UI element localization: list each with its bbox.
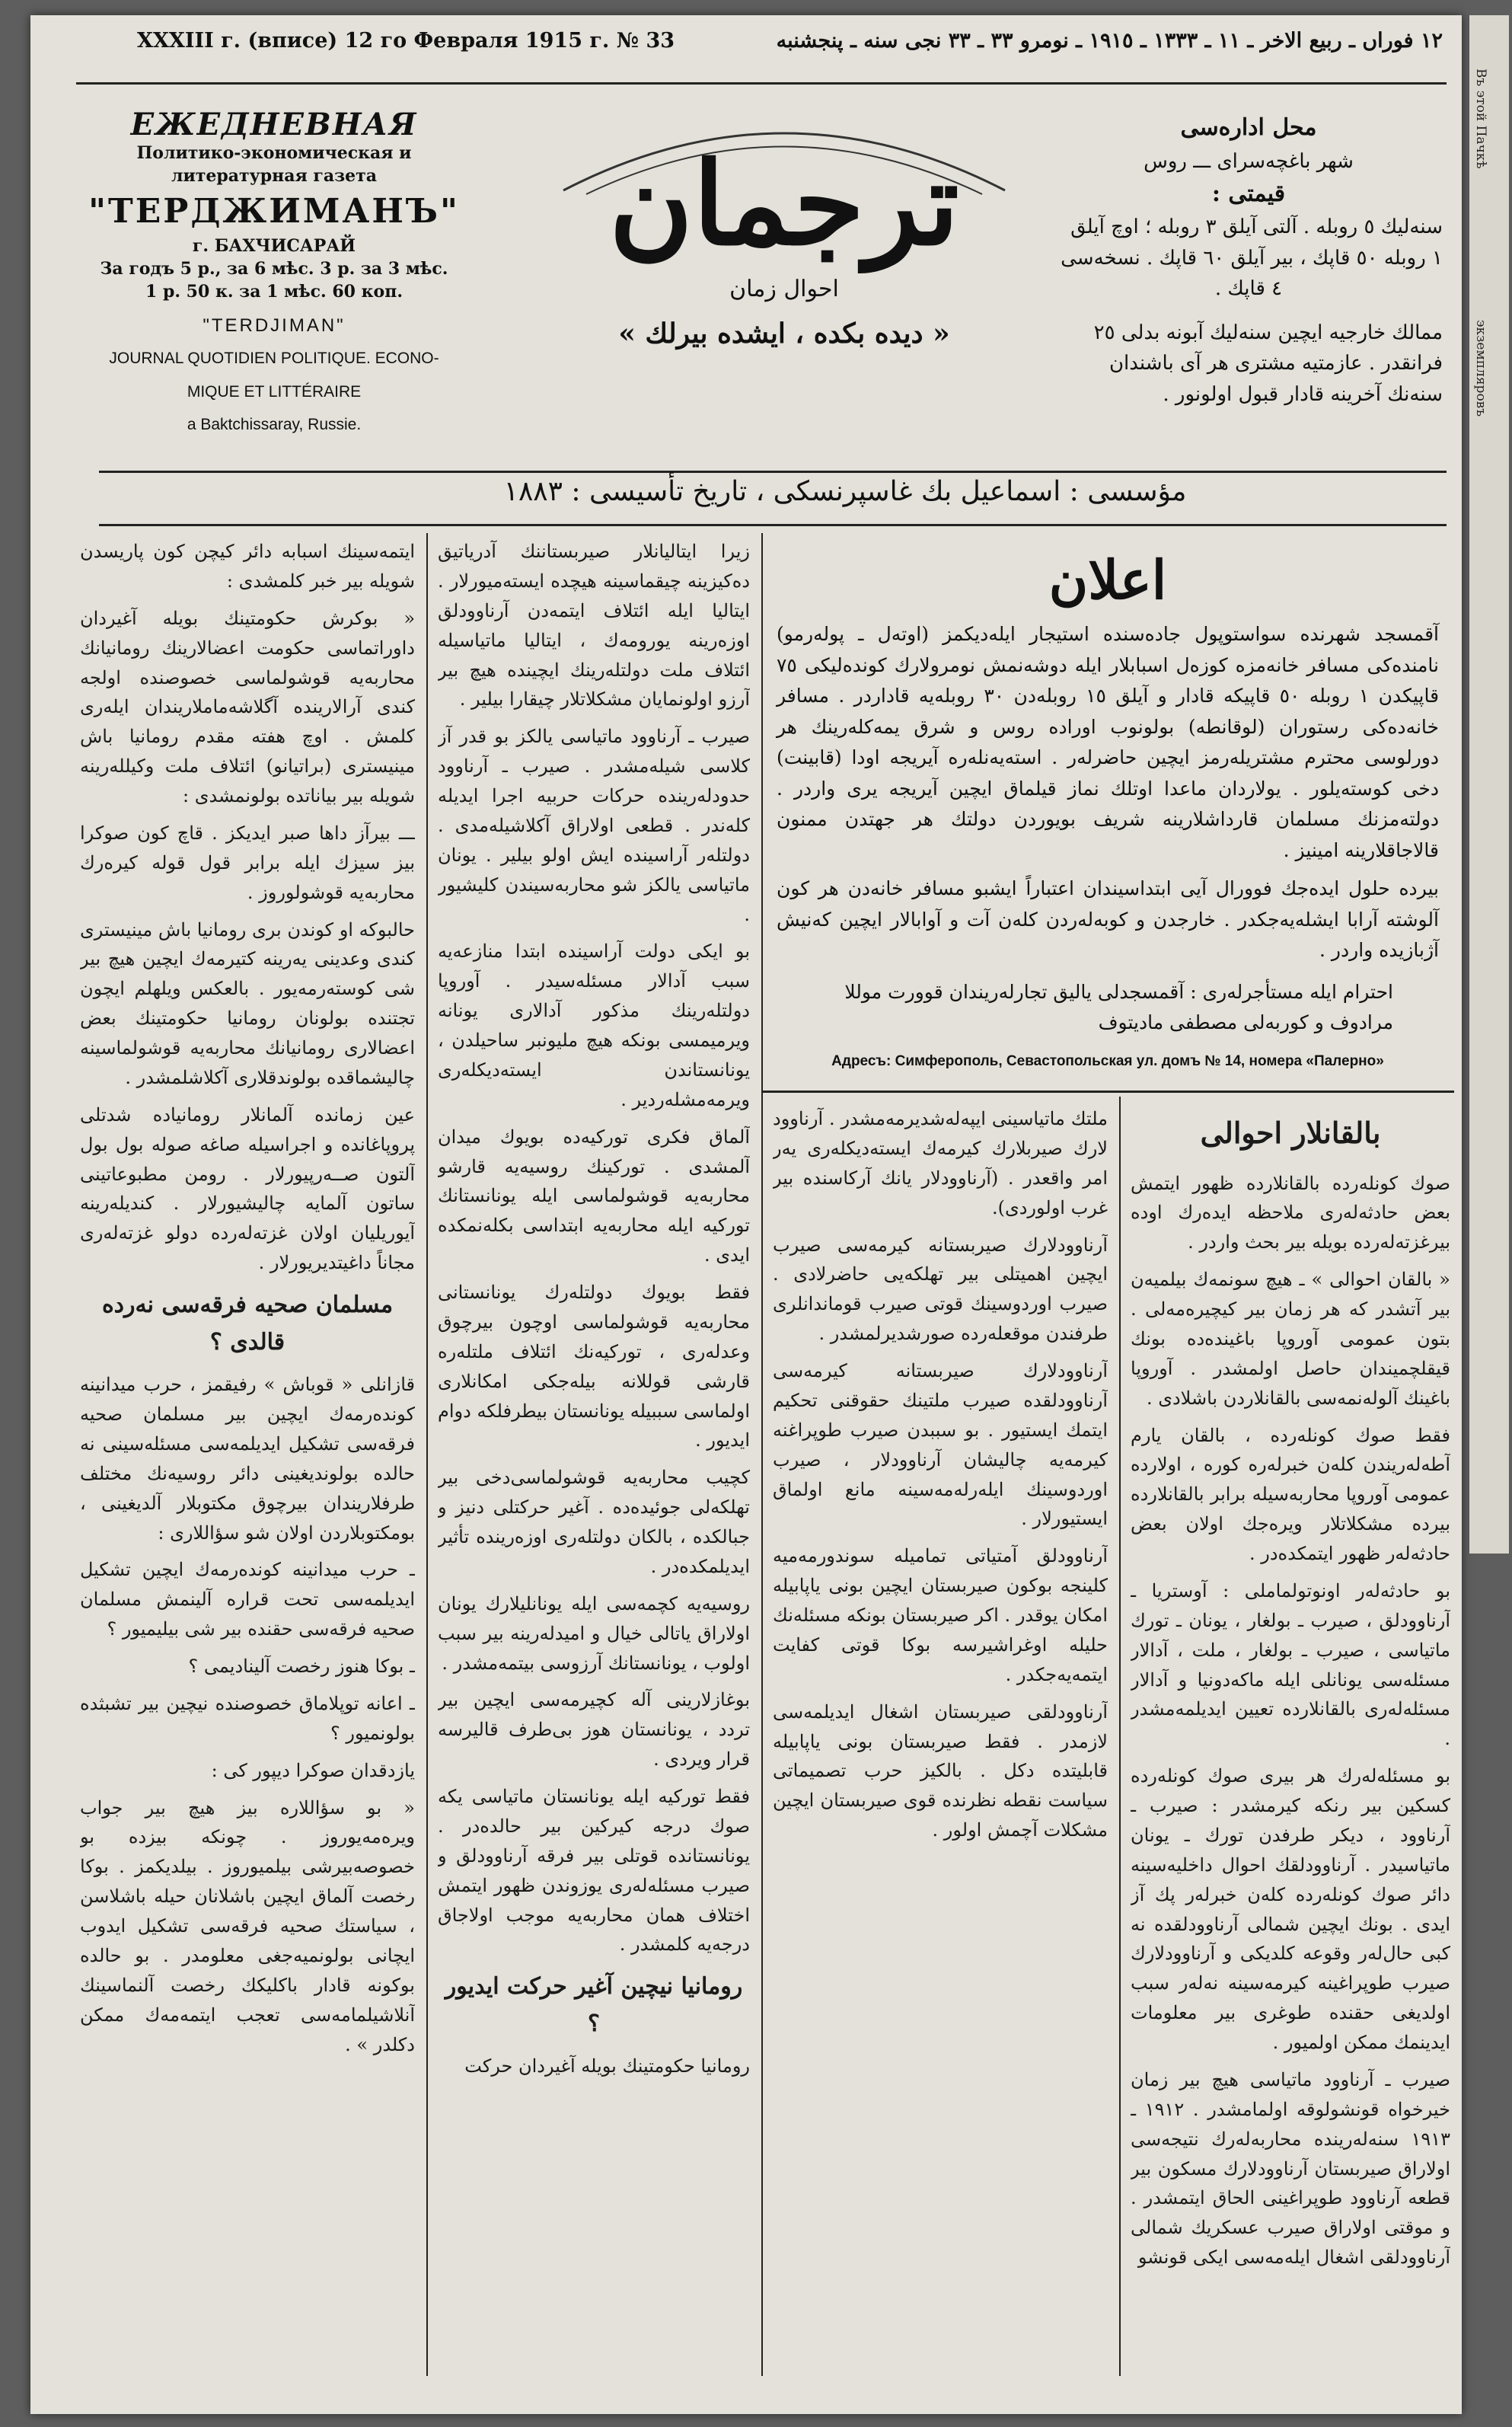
column-1	[80, 537, 415, 2372]
col2-paragraph: کچیب محاربه‌یه قوشولماسی‌دخی بیر تهلکه‌لی جوئیده‌ده . آغیر حرکتلی دنیز و جبالكده ، بالکان دولتلەری اوزەرینده تأثیر ایدیلمکدەدر .	[438, 1467, 750, 1577]
col1-paragraph: ـ حرب میدانینه کوندەرمەك ایچین تشکیل ایدیلمەسی تحت قراره آلینمش مسلمان صحیه فرقه‌سی حقنده بیر شی بیلیمیور ؟	[80, 1559, 415, 1640]
col1-paragraph: ـ بوکا هنوز رخصت آلینادیمی ؟	[188, 1656, 415, 1678]
dateline-russian: XXXIII г. (вписе) 12 го Февраля 1915 г. № 33	[137, 29, 675, 53]
founder-rule-top	[99, 471, 1447, 473]
col3-paragraph: آرناوودلقی صیربستان اشغال ایدیلمەسی لازمدر . فقط صیربستان بونی یاپابیله قابلیتده دکل . بالکیز حرب تصمیماتی سیاست نقطه نظرنده قوی صیربستان ایچین مشکلات آچمش اولور .	[773, 1700, 1108, 1841]
side-label-strip	[1468, 15, 1509, 1554]
masthead-fr-2: MIQUE ET LITTÉRAIRE	[187, 382, 362, 401]
ad-heading: اعلان	[1048, 548, 1167, 612]
founder-line: مؤسسی : اسماعیل بك غاسپرنسكی ، تاریخ تأسیسی : ١٨٨٣	[503, 476, 1187, 507]
founder-rule-bottom	[99, 524, 1447, 526]
col4-paragraph: بو مسئله‌لەرك هر بیری صوك کونلەرده کسکین بیر رنکه کیرمشدر : صیرب ـ آرناوود ، دیکر طرفدن تورك ـ یونان ماتیاسیدر . آرناوودلقك احوال داخلیه‌سینه دائر صوك کونلەرده کلەن خبرلەر پك آز ایدی . بونك ایچین شمالی آرناوودلقده نه کبی حال‌لەر وقوعه کلدیکی و آرناوودلارك صیرب طوپراغینه کیرمه‌سینه نه‌لەر سبب اولدیغی حقنده طوغری بیر معلومات ایدینمك ممکن اولمیور .	[1131, 1765, 1450, 2054]
masthead-price-1: За годъ 5 р., за 6 мѣс. 3 р. за 3 мѣс.	[100, 259, 448, 279]
masthead-title-ru: "ТЕРДЖИМАНЪ"	[88, 192, 460, 232]
dateline	[30, 29, 1462, 59]
col2-paragraph: صیرب ـ آرناوود ماتیاسی یالکز بو قدر آز کلاسی شیلەمشدر . صیرب ـ آرناوود حدودلەرینده حرکات حربیه اجرا ایدیله کلەندر . قطعی اولاراق آکلاشیلەمدی . دولتلەر آراسینده ایش اولو بیلیر . یونان ماتیاسی یالکز شو محاربه‌سیندن کلیشیور .	[438, 726, 750, 925]
col2-heading: رومانیا نیچین آغیر حرکت ایدیور ؟	[445, 1973, 743, 2037]
masthead-fr-3: a Baktchissaray, Russie.	[187, 416, 362, 434]
col2-paragraph: آلماق فکری تورکیه‌ده بویوك میدان آلمشدی . تورکینك روسیه‌یه قارشو محاربه‌یه قوشولماسی ایله یونانستانك تورکیه ایله محاربه‌یه ابتداسی بکلەنمکده ایدی .	[438, 1126, 750, 1266]
col2-paragraph: فقط بویوك دولتلەرك یونانستانی محاربه‌یه قوشولماسی اوچون بیرچوق وعدلەری ، تورکیه‌نك ائتلاف ملتلەره قارشی قوللانه بیلەجكی امکانلاری اولماسی سببیله یونانستان بیطرفلکه دوام ایدیور .	[438, 1282, 750, 1451]
advertisement	[761, 533, 1454, 1089]
ad-body-2: بیرده حلول ایده‌جك فوورال آیی ابتداسیندان اعتباراً ایشبو مسافر خانه‌دن هر کون آلوشته آرابا ایشله‌یه‌جكدر . خارجدن و کوبه‌لەردن کلەن آت و آوابالار ایچین کەنیش آژبازیده واردر .	[777, 877, 1439, 961]
masthead-office-block	[1054, 110, 1443, 410]
column-rule-1	[426, 533, 428, 2376]
col2-paragraph: زیرا ایتالیانلار صیربستاننك آدریاتیق دەکیزینه چیقماسینه هیچده ایستەمیورلار . ایتالیا ایله ائتلاف ایتمەدن آرناوودلق اوزەرینه یورومەك ، ایتالیا ماتیاسیلە ائتلاف ملت دولتلەرینك ایچینده هیچ بیر آرزو اولونمایان مشکلاتلار چیقارا بیلیر .	[438, 541, 750, 711]
col3-paragraph: آرناوودلارك صیربستانه کیرمه‌سی آرناوودلقده صیرب ملتینك حقوقنی تحکیم ایتمك ایستیور . بو سببدن صیرب طوپراغنه کیرمه‌یه چالیشان آرناوودلار ، صیرب اوردوسینك ایلەرلەمه‌سینه مانع اولماق ایستیورلار .	[773, 1360, 1108, 1530]
masthead-title-fr: "TERDJIMAN"	[203, 315, 346, 337]
ad-bottom-rule	[761, 1091, 1454, 1093]
motto: « ديده بكده ، ايشده بيرلك »	[618, 318, 950, 350]
col1-paragraph: حالبوكه او کوندن بری رومانیا باش مینیستری کندی وعدینی یەرینه کتیرمەك ایچین هیچ بیر شی کوستەرمەیور . بالعکس ویلهلم ایچون تجتنده بولونان رومانیا حکومتینك بعض اعضالاری رومانیانك محاربه‌یه قوشولماسینه چالیشماقده بولوندقلاری آکلاشلمشدر .	[80, 918, 415, 1088]
office-heading: محل اداره‌سی	[1180, 114, 1317, 141]
col1-paragraph: ـــ بیرآز داها صبر ایدیکز . قاچ کون صوکرا بیز سیزك ایله برابر قول قوله کیره‌رك محاربه‌یه قوشولوروز .	[80, 822, 415, 903]
foreign-subscription: ممالك خارجیه ایچین سنه‌لیك آبونه بدلی ٢٥ فرانقدر . عازمتیه مشتری هر آی باشندان سنه‌نك آخرینه قادار قبول اولونور .	[1093, 321, 1443, 406]
ad-signature-1: احترام ایله مستأجرلەری : آقمسجدلی یالیق تجارلەریندان قوورت موللا	[844, 980, 1393, 1003]
ad-body: آقمسجد شهرنده سواستوپول جاده‌سنده استیجار ایله‌دیکمز (اوتەل ـ پولەرمو) نامنده‌كی مسافر خانه‌مزه کوزەل اسبابلار ایله دوشەنمش نومرولارك کونده‌لیکی ٧٥ قاپیکدن ١ روبله ٥٠ قاپیکه قادار و آیلق ١٥ روبله‌دن ٣٠ روبله‌یه قادار‌در . مسافر خانه‌ده‌کی رستوران (لوقانطه) بولونوب اورادە روس و شرق یمه‌کلەرینك هر دورلوسی محترم مشتریلەرمز ایچین حاضرلەر . استه‌یه‌نلەرە آیریجه اودا (قابینت) دخی کوسته‌یلور . یولاردان ماعدا اوتلك نماز قیلماق ایچین آیریجه یری واردر . دولته‌مزنك مسلمان قارداشلارینه شریف بویوردن دولتك هر جهتدن ممنون قالاجاقلارینه امینیز .	[777, 623, 1440, 861]
col4-paragraph: صوك کونلەرده بالقانلارده ظهور ایتمش بعض حادثه‌لەری ملاحظه ایدەرك اوده بیرغزته‌لەرده بویله بیر بحث واردر .	[1131, 1172, 1450, 1253]
price-heading: قیمتی :	[1211, 180, 1286, 207]
col1-paragraph: « بو سؤاللاره بیز هیچ بیر جواب ویره‌مەیوروز . چونكه بیزده بو خصوصه‌بیرشی بیلمیوروز . بیلدیكمز . بوكا رخصت آلماق ایچین باشلانان حیله باشلاسن ، سیاستك صحیه فرقه‌سی تشکیل ایدوب ایچانی بولونمیه‌جغی معلومدر . بو حالده بوکونه قادار باکلیكك رخصت آلنماسینك آنلاشیلمامه‌سی تعجب ایتمەمەك ممکن دکلدر » .	[80, 1796, 415, 2055]
col3-paragraph: ملتك ماتیاسینی ایپه‌لەشدیرمەمشدر . آرناوود لارك صیربلارك کیرمەك ایستەدیکلەری یەر امر واقعدر . (آرناوودلار یانك آرکاسنده بیر غرب اولوردی).	[773, 1108, 1108, 1218]
col1-paragraph: ـ اعانه توپلاماق خصوصنده نیچین بیر تشبثده بولونمیور ؟	[80, 1692, 415, 1744]
column-rule-3	[1119, 1097, 1121, 2376]
col2-paragraph: رومانیا حکومتینك بویله آغیردان حرکت	[464, 2055, 750, 2077]
col4-paragraph: « بالقان احوالی » ـ هیچ سونمەك بیلمیەن بیر آتشدر که هر زمان بیر کیچیره‌مەلی . بتون عمومی آوروپا باغینده‌ده بونك قیقلچمیندان حاصل اولمشدر . آوروپا باغینك آلولەنمه‌سی بالقانلاردن باشلادی .	[1131, 1269, 1450, 1409]
col3-paragraph: آرناوودلق آمتیاتی تمامیله سوندورمەمیه کلینجه بوکون صیربستان ایچین بونی یاپابیله امکان یوقدر . اکر صیربستان بونکه مسئله‌نك حلیله اوغراشیرسه بوکا قوتی کفایت ایتمەیه‌جکدر .	[773, 1545, 1108, 1685]
col3-paragraph: آرناوودلارك صیربستانه کیرمه‌سی صیرب ایچین اهمیتلی بیر تهلکه‌یی حاضرلادی . صیرب اوردوسینك قوتی صیرب قوماندانلری طرفندن موقعلەرده صورشدیرلمشدر .	[773, 1234, 1108, 1345]
col4-paragraph: صیرب ـ آرناوود ماتیاسی هیچ بیر زمان خیرخواه قونشولوقه اولمامشدر . ١٩١٢ ـ ١٩١٣ سنه‌لەرینده محاربه‌لەرك نتیجه‌سی اولاراق صیربستان آرناوودلارك مسکون بیر قطعه آرناوود طوپراغینی الحاق ایتمشدر . و موقتی اولاراق صیرب عسکریك شمالی آرناوودلقی اشغال ایله‌مه‌سی ایکی قونشو	[1131, 2068, 1450, 2269]
masthead-fr-1: JOURNAL QUOTIDIEN POLITIQUE. ECONO-	[109, 350, 439, 368]
price-line-c: ٤ قاپك .	[1214, 276, 1283, 300]
logo-arc-ornament	[533, 107, 1035, 198]
masthead-daily: ЕЖЕДНЕВНАЯ	[130, 107, 418, 142]
column-2	[438, 537, 750, 2372]
masthead-russian-block	[76, 107, 472, 436]
top-rule	[76, 82, 1447, 85]
column-4	[1131, 1100, 1450, 2372]
dateline-arabic: ١٢ فوراں ـ ربيع الاخر ـ ١١ ـ ١٣٣٣ ـ ١٩١٥ ـ نومرو ٣٣ ـ ٣٣ نجى سنه ـ پنجشنبه	[776, 29, 1443, 53]
col1-paragraph: « بوکرش حکومتینك بویله آغیردان داوراتماسی حکومت اعضالارینك رومانیانك محاربه‌یه قوشولماسی خصوصنده اولجه کندی آرالارینده آگلاشه‌ماملاریندان ایلەری کلمش . اوچ هفته مقدم رومانیا باش مینیستری (براتیانو) ائتلاف ملت وکیللەرینه شویله بیر بیاناتده بولونمشدی :	[80, 607, 415, 806]
col2-paragraph: روسیه‌یه کچمه‌سی ایله یونانلیلارك یونان اولاراق یاتالی خیال و امیدلەرینه بیر سبب اولوب ، یونانستانك آرزوسی بیتمەمشدر .	[438, 1592, 750, 1674]
col1-paragraph: ایتمه‌سینك اسبابه دائر کیچن کون پاریسدن شویله بیر خبر کلمشدی :	[80, 541, 415, 592]
col2-paragraph: فقط تورکیه ایله یونانستان ماتیاسی یکه صوك درجه کیرکین بیر حالده‌در . یونانستانده قوتلی بیر فرقه آرناوودلق و صیرب مسئله‌لەری یوزوندن ظهور ایتمش اختلاف همان محاربه‌یه موجب اولاجاق درجه‌یه کلمشدر .	[438, 1786, 750, 1956]
masthead-price-2: 1 р. 50 к. за 1 мѣс. 60 коп.	[145, 281, 403, 302]
side-label-ru-1: Въ этой Пачкѣ	[1473, 69, 1488, 169]
price-line-b: ١ روبله ٥٠ قاپك ، بیر آیلق ٦٠ قاپك . نسخه‌سی	[1061, 246, 1443, 270]
col1-paragraph: یازدقدان صوكرا دیپور کی :	[211, 1759, 415, 1781]
masthead-city: г. БАХЧИСАРАЙ	[192, 236, 356, 257]
side-label-ru-2: экземпляровъ	[1473, 320, 1488, 417]
col2-paragraph: بو ایکی دولت آراسینده ابتدا منازعه‌یه سبب آدالار مسئله‌سیدر . آوروپا دولتلەرینك مذکور آدالاری یونانه ویرمیمسی بونکه هیچ ملیونبر ساحیلدن ، یونانستاندن ایستەدیکلەری ویرمەمشلەردیر .	[438, 940, 750, 1110]
masthead-logo-block	[533, 107, 1035, 465]
price-line-a: سنه‌لیك ٥ روبله . آلتی آیلق ٣ روبله ؛ اوچ آیلق	[1070, 216, 1443, 239]
col1-heading: مسلمان صحیه فرقه‌سی نەرده قالدی ؟	[101, 1292, 394, 1356]
col4-paragraph: بو حادثه‌لەر اونوتولماملی : آوستریا ـ آرناوودلق ، صیرب ـ بولغار ، یونان ـ تورك ماتیاسی ، صیرب ـ بولغار ، ملت ، آدالار مسئله‌سی یونانلی ایله ماکەدونیا و آدالار مسئله‌لەری بالقانلارده تعیین ایدیلمەمشدر .	[1131, 1579, 1450, 1750]
col2-paragraph: بوغازلارینی آله کچیرمه‌سی ایچین بیر تردد ، یونانستان هوز بی‌طرف قالیرسه قرار ویردی .	[438, 1689, 750, 1771]
logo-subtitle: احوال زمان	[729, 276, 839, 302]
logo-terdjiman: ترجمان	[609, 137, 959, 271]
masthead-subtitle: Политико-экономическая и литературная газета	[136, 143, 412, 186]
office-address: شهر باغچه‌سرای ـــ روس	[1144, 149, 1354, 173]
col4-paragraph: فقط صوك کونلەرده ، بالقان یارم آطه‌لەریندن کلەن خبرلەره کوره ، اولارده عمومی آوروپا محاربه‌سیله برابر بالقانلارده بیرده مشکلاتلار ویره‌جك اولان بعض حادثه‌لەر ظهور ایتمکده‌در .	[1131, 1424, 1450, 1565]
ad-signature-2: مرادوف و کوربه‌لی مصطفی مادیتوف	[1098, 1011, 1393, 1033]
col4-heading: بالقانلار احوالی	[1200, 1116, 1381, 1150]
ad-address: Адресъ: Симферополь, Севастопольская ул. домъ № 14, номера «Палерно»	[831, 1052, 1384, 1069]
col1-paragraph: قازانلی « قوباش » رفیقمز ، حرب میدانینه کوندەرمەك ایچین بیر مسلمان صحیه فرقه‌سی تشکیل ایدیلمه‌سی مسئله‌سینی نه حالده بولوندیغینی دائر روسیه‌نك مختلف طرفلاریندان بیرچوق مکتوبلار آلدیغینی ، بومکتوبلاردن اولان شو سؤاللاری :	[80, 1374, 415, 1544]
col1-paragraph: عین زمانده آلمانلار رومانیاده شدتلی پروپاغانده و اجراسیله صاغه صوله بول بول آلتون صــەرپیورلار . رومن مطبوعاتینی ساتون آلمایه چالیشیورلار . کندیلەرینه آیوریلیان اولان غزته‌لەرده دولو غزته‌لەری مجاناً داغیتدیریورلار .	[80, 1103, 415, 1274]
column-3	[773, 1104, 1108, 2372]
